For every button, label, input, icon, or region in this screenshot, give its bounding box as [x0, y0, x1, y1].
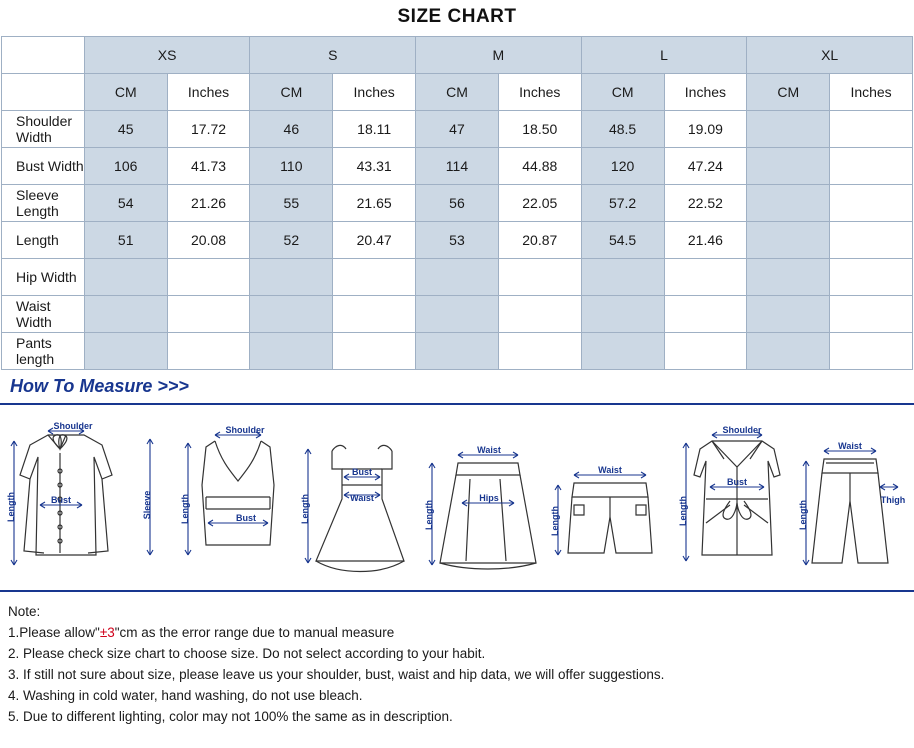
unit-header-s-cm: CM — [250, 74, 333, 111]
unit-header-m-in: Inches — [498, 74, 581, 111]
label-bust: Bust — [727, 477, 747, 487]
cell: 41.73 — [167, 148, 250, 185]
unit-header-xl-in: Inches — [830, 74, 913, 111]
cell — [333, 333, 416, 370]
cell: 22.05 — [498, 185, 581, 222]
cell — [250, 259, 333, 296]
corner-cell-units — [2, 74, 85, 111]
cell: 110 — [250, 148, 333, 185]
label-length: Length — [798, 500, 808, 530]
cell: 22.52 — [664, 185, 747, 222]
cell — [167, 259, 250, 296]
cell — [333, 296, 416, 333]
notes-section — [0, 592, 914, 728]
cell — [830, 296, 913, 333]
label-shoulder: Shoulder — [53, 421, 93, 431]
unit-header-xs-cm: CM — [84, 74, 167, 111]
label-length: Length — [678, 496, 688, 526]
cell: 18.50 — [498, 111, 581, 148]
label-shoulder: Shoulder — [225, 425, 265, 435]
row-label: Shoulder Width — [2, 111, 85, 148]
measure-diagrams-svg — [0, 405, 914, 586]
cell — [830, 333, 913, 370]
cell: 106 — [84, 148, 167, 185]
cell: 19.09 — [664, 111, 747, 148]
label-length: Length — [300, 494, 310, 524]
size-header-m: M — [416, 37, 582, 74]
figure-tank-top — [202, 441, 274, 545]
corner-cell — [2, 37, 85, 74]
figure-skirt — [440, 463, 536, 569]
cell — [84, 296, 167, 333]
cell — [747, 259, 830, 296]
cell: 54 — [84, 185, 167, 222]
figure-pants — [812, 459, 888, 563]
label-hips: Hips — [479, 493, 499, 503]
label-shoulder: Shoulder — [722, 425, 762, 435]
cell: 114 — [416, 148, 499, 185]
cell: 21.46 — [664, 222, 747, 259]
cell — [581, 296, 664, 333]
label-waist: Waist — [598, 465, 622, 475]
cell — [664, 296, 747, 333]
page-title: SIZE CHART — [397, 6, 517, 27]
label-waist: Waist — [477, 445, 501, 455]
cell — [167, 333, 250, 370]
cell — [664, 333, 747, 370]
how-to-measure-figures — [0, 403, 914, 592]
cell — [830, 111, 913, 148]
cell — [498, 296, 581, 333]
table-row — [2, 185, 913, 222]
label-bust: Bust — [51, 495, 71, 505]
size-header-s: S — [250, 37, 416, 74]
unit-header-row — [2, 74, 913, 111]
cell: 17.72 — [167, 111, 250, 148]
notes-heading: Note: — [8, 604, 41, 619]
unit-header-s-in: Inches — [333, 74, 416, 111]
cell: 20.47 — [333, 222, 416, 259]
label-sleeve: Sleeve — [142, 490, 152, 520]
cell: 46 — [250, 111, 333, 148]
unit-header-l-in: Inches — [664, 74, 747, 111]
note-line-3: 3. If still not sure about size, please leave us your shoulder, bust, waist and hip data, we will offer suggestions. — [8, 666, 665, 682]
label-length: Length — [550, 506, 560, 536]
cell: 20.08 — [167, 222, 250, 259]
cell: 18.11 — [333, 111, 416, 148]
note-line-4: 4. Washing in cold water, hand washing, do not use bleach. — [8, 687, 363, 703]
cell — [167, 296, 250, 333]
cell — [747, 222, 830, 259]
cell: 56 — [416, 185, 499, 222]
table-row — [2, 259, 913, 296]
cell: 45 — [84, 111, 167, 148]
cell — [84, 259, 167, 296]
size-chart-table — [1, 36, 913, 370]
cell — [498, 259, 581, 296]
figure-shorts — [568, 483, 652, 553]
label-thigh: Thigh — [880, 495, 906, 505]
label-length: Length — [180, 494, 190, 524]
cell: 55 — [250, 185, 333, 222]
size-header-l: L — [581, 37, 747, 74]
cell — [747, 333, 830, 370]
cell: 47.24 — [664, 148, 747, 185]
cell: 47 — [416, 111, 499, 148]
cell — [747, 185, 830, 222]
size-header-xl: XL — [747, 37, 913, 74]
size-chart-body — [2, 37, 913, 370]
unit-header-m-cm: CM — [416, 74, 499, 111]
label-length: Length — [424, 500, 434, 530]
cell: 52 — [250, 222, 333, 259]
cell — [84, 333, 167, 370]
cell: 57.2 — [581, 185, 664, 222]
cell — [581, 259, 664, 296]
label-waist: Waist — [838, 441, 862, 451]
cell — [830, 148, 913, 185]
cell: 20.87 — [498, 222, 581, 259]
cell: 44.88 — [498, 148, 581, 185]
cell: 21.26 — [167, 185, 250, 222]
cell — [830, 185, 913, 222]
cell — [333, 259, 416, 296]
table-row — [2, 296, 913, 333]
cell: 54.5 — [581, 222, 664, 259]
row-label: Waist Width — [2, 296, 85, 333]
table-row — [2, 111, 913, 148]
unit-header-l-cm: CM — [581, 74, 664, 111]
cell — [416, 333, 499, 370]
cell: 51 — [84, 222, 167, 259]
cell — [747, 296, 830, 333]
cell: 43.31 — [333, 148, 416, 185]
how-to-measure-heading: How To Measure >>> — [10, 376, 189, 396]
cell — [830, 259, 913, 296]
table-row — [2, 333, 913, 370]
cell — [416, 296, 499, 333]
cell — [747, 111, 830, 148]
label-bust: Bust — [236, 513, 256, 523]
note-line-5: 5. Due to different lighting, color may not 100% the same as in description. — [8, 708, 453, 724]
note-line-1: 1.Please allow"±3"cm as the error range due to manual measure — [8, 624, 395, 640]
table-row — [2, 222, 913, 259]
cell — [581, 333, 664, 370]
unit-header-xl-cm: CM — [747, 74, 830, 111]
label-length: Length — [6, 492, 16, 522]
cell — [498, 333, 581, 370]
row-label: Pants length — [2, 333, 85, 370]
size-header-row — [2, 37, 913, 74]
cell — [747, 148, 830, 185]
cell: 21.65 — [333, 185, 416, 222]
row-label: Sleeve Length — [2, 185, 85, 222]
unit-header-xs-in: Inches — [167, 74, 250, 111]
label-bust: Bust — [352, 467, 372, 477]
table-row — [2, 148, 913, 185]
cell — [250, 296, 333, 333]
row-label: Length — [2, 222, 85, 259]
cell — [250, 333, 333, 370]
cell: 120 — [581, 148, 664, 185]
cell: 53 — [416, 222, 499, 259]
figure-coat — [694, 441, 780, 555]
cell — [664, 259, 747, 296]
row-label: Hip Width — [2, 259, 85, 296]
cell — [830, 222, 913, 259]
size-header-xs: XS — [84, 37, 250, 74]
figure-dress — [316, 445, 404, 571]
row-label: Bust Width — [2, 148, 85, 185]
label-waist: Waist — [350, 493, 374, 503]
note-line-2: 2. Please check size chart to choose size. Do not select according to your habit. — [8, 645, 486, 661]
cell: 48.5 — [581, 111, 664, 148]
cell — [416, 259, 499, 296]
